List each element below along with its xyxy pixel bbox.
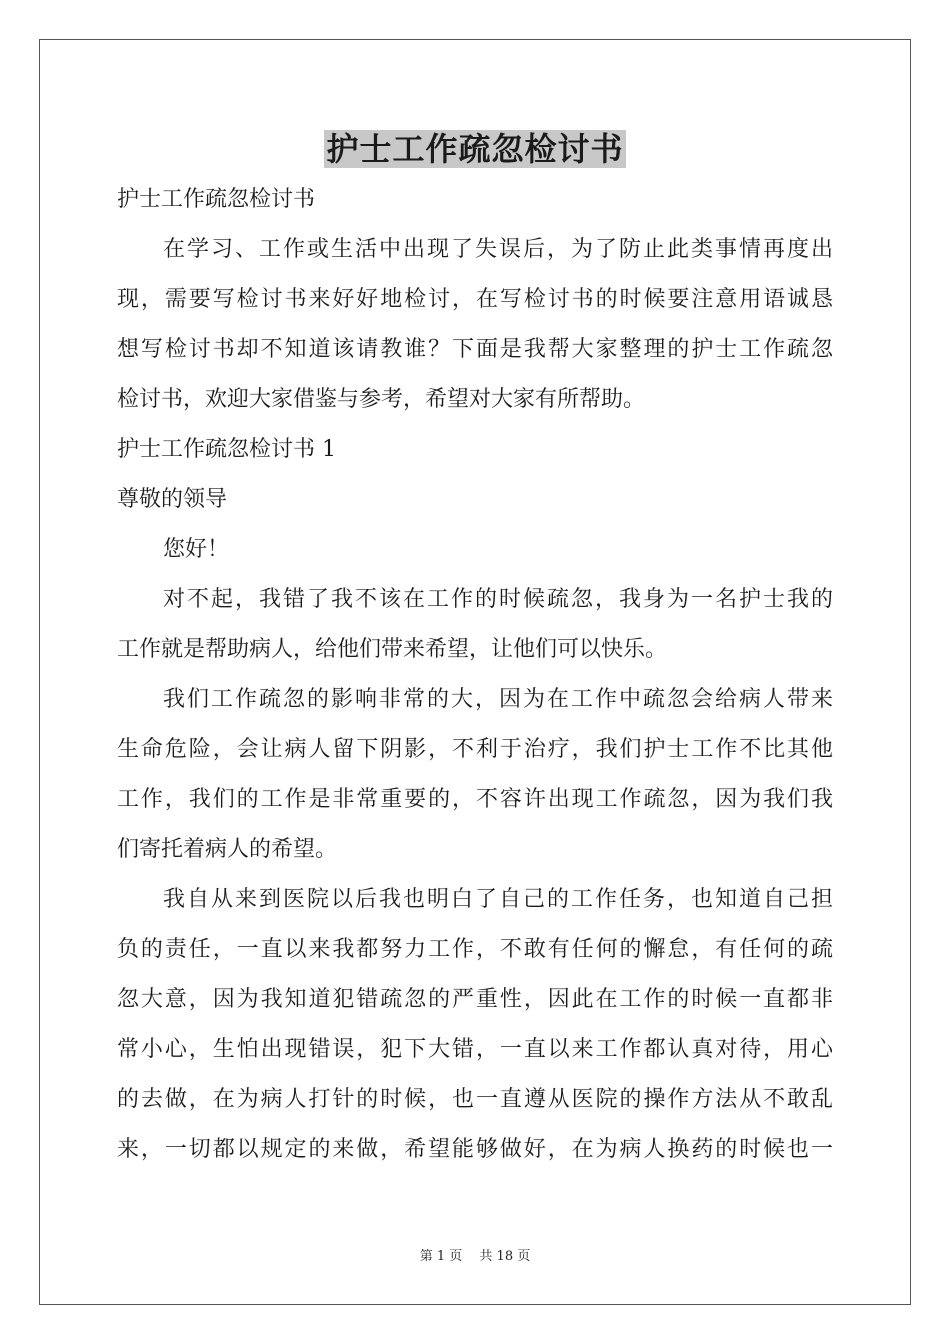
- text-line: 想写检讨书却不知道该请教谁？下面是我帮大家整理的护士工作疏忽: [117, 337, 833, 362]
- text-line: 现，需要写检讨书来好好地检讨，在写检讨书的时候要注意用语诚恳: [117, 287, 833, 312]
- text-line: 检讨书，欢迎大家借鉴与参考，希望对大家有所帮助。: [117, 387, 646, 412]
- text-line: 负的责任，一直以来我都努力工作，不敢有任何的懈怠，有任何的疏: [117, 937, 833, 962]
- text-line: 工作就是帮助病人，给他们带来希望，让他们可以快乐。: [117, 637, 668, 662]
- text-line: 工作，我们的工作是非常重要的，不容许出现工作疏忽，因为我们我: [117, 787, 833, 812]
- text-line: 对不起，我错了我不该在工作的时候疏忽，我身为一名护士我的: [163, 587, 833, 612]
- text-line: 护士工作疏忽检讨书: [117, 187, 316, 212]
- text-line: 您好！: [163, 537, 230, 562]
- text-line: 们寄托着病人的希望。: [117, 837, 338, 862]
- text-line: 常小心，生怕出现错误，犯下大错，一直以来工作都认真对待，用心: [117, 1037, 833, 1062]
- document-title: [0, 127, 950, 171]
- text-line: 我自从来到医院以后我也明白了自己的工作任务，也知道自己担: [163, 887, 833, 912]
- text-line: 生命危险，会让病人留下阴影，不利于治疗，我们护士工作不比其他: [117, 737, 833, 762]
- text-line: 的去做，在为病人打针的时候，也一直遵从医院的操作方法从不敢乱: [117, 1087, 833, 1112]
- document-body: [117, 175, 833, 1175]
- text-line: 忽大意，因为我知道犯错疏忽的严重性，因此在工作的时候一直都非: [117, 987, 833, 1012]
- text-line: 我们工作疏忽的影响非常的大，因为在工作中疏忽会给病人带来: [163, 687, 833, 712]
- text-line: 护士工作疏忽检讨书 1: [117, 437, 336, 462]
- page-number: 第 1 页 共 18 页: [419, 1249, 531, 1264]
- text-line: 来，一切都以规定的来做，希望能够做好，在为病人换药的时候也一: [117, 1137, 833, 1162]
- text-line: 在学习、工作或生活中出现了失误后，为了防止此类事情再度出: [163, 237, 833, 262]
- text-line: 尊敬的领导: [117, 487, 228, 512]
- document-title-text: 护士工作疏忽检讨书: [326, 130, 624, 168]
